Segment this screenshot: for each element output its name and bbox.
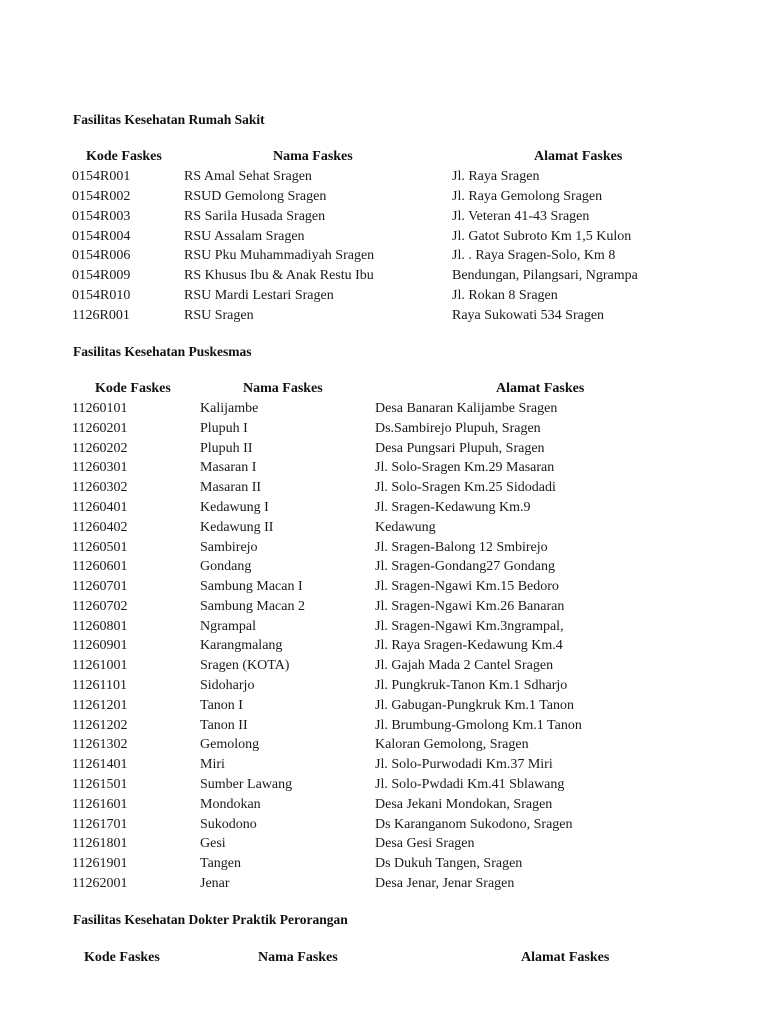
cell-alamat: Bendungan, Pilangsari, Ngrampa xyxy=(452,268,638,283)
cell-nama: Plupuh I xyxy=(200,421,248,436)
cell-nama: Masaran I xyxy=(200,460,257,475)
cell-kode: 11260401 xyxy=(72,500,128,515)
cell-alamat: Jl. Sragen-Ngawi Km.15 Bedoro xyxy=(375,579,559,594)
cell-kode: 11261501 xyxy=(72,777,128,792)
cell-nama: RS Khusus Ibu & Anak Restu Ibu xyxy=(184,268,374,283)
cell-alamat: Jl. Solo-Sragen Km.25 Sidodadi xyxy=(375,480,556,495)
cell-kode: 11261101 xyxy=(72,678,127,693)
cell-nama: Kalijambe xyxy=(200,401,259,416)
cell-alamat: Jl. Solo-Purwodadi Km.37 Miri xyxy=(375,757,553,772)
cell-nama: RSU Mardi Lestari Sragen xyxy=(184,288,334,303)
cell-kode: 11260101 xyxy=(72,401,128,416)
cell-alamat: Ds Karanganom Sukodono, Sragen xyxy=(375,817,573,832)
cell-kode: 0154R010 xyxy=(72,288,131,303)
cell-kode: 11260202 xyxy=(72,441,128,456)
cell-nama: Plupuh II xyxy=(200,441,253,456)
cell-kode: 11261701 xyxy=(72,817,128,832)
cell-nama: Masaran II xyxy=(200,480,262,495)
cell-nama: Tanon II xyxy=(200,718,248,733)
cell-alamat: Jl. Gajah Mada 2 Cantel Sragen xyxy=(375,658,554,673)
cell-nama: Kedawung II xyxy=(200,520,274,535)
cell-kode: 0154R009 xyxy=(72,268,131,283)
cell-nama: Tangen xyxy=(200,856,242,871)
cell-alamat: Jl. Raya Sragen-Kedawung Km.4 xyxy=(375,638,563,653)
cell-kode: 11260601 xyxy=(72,559,128,574)
cell-nama: Tanon I xyxy=(200,698,243,713)
cell-kode: 11261202 xyxy=(72,718,128,733)
cell-kode: 11261601 xyxy=(72,797,128,812)
section-title: Fasilitas Kesehatan Rumah Sakit xyxy=(73,112,265,127)
cell-alamat: Jl. Gatot Subroto Km 1,5 Kulon xyxy=(452,229,632,244)
cell-alamat: Jl. Solo-Sragen Km.29 Masaran xyxy=(375,460,555,475)
section-title: Fasilitas Kesehatan Puskesmas xyxy=(73,344,252,359)
cell-nama: Kedawung I xyxy=(200,500,269,515)
cell-alamat: Kaloran Gemolong, Sragen xyxy=(375,737,529,752)
cell-alamat: Desa Jenar, Jenar Sragen xyxy=(375,876,515,891)
cell-alamat: Jl. Veteran 41-43 Sragen xyxy=(452,209,590,224)
cell-alamat: Jl. Sragen-Ngawi Km.3ngrampal, xyxy=(375,619,564,634)
cell-nama: Sidoharjo xyxy=(200,678,255,693)
cell-nama: RSU Assalam Sragen xyxy=(184,229,305,244)
cell-alamat: Jl. Sragen-Gondang27 Gondang xyxy=(375,559,556,574)
cell-alamat: Desa Gesi Sragen xyxy=(375,836,475,851)
cell-kode: 11260402 xyxy=(72,520,128,535)
cell-kode: 0154R006 xyxy=(72,248,131,263)
cell-alamat: Kedawung xyxy=(375,520,436,535)
cell-alamat: Ds.Sambirejo Plupuh, Sragen xyxy=(375,421,541,436)
cell-nama: Sambung Macan I xyxy=(200,579,303,594)
column-header-alamat: Alamat Faskes xyxy=(534,149,623,164)
cell-alamat: Jl. Solo-Pwdadi Km.41 Sblawang xyxy=(375,777,565,792)
cell-kode: 11260501 xyxy=(72,540,128,555)
cell-kode: 11261302 xyxy=(72,737,128,752)
cell-nama: Sukodono xyxy=(200,817,257,832)
cell-kode: 11260201 xyxy=(72,421,128,436)
cell-kode: 11261401 xyxy=(72,757,128,772)
cell-kode: 0154R002 xyxy=(72,189,131,204)
cell-kode: 0154R001 xyxy=(72,169,131,184)
cell-kode: 11260901 xyxy=(72,638,128,653)
cell-alamat: Jl. Pungkruk-Tanon Km.1 Sdharjo xyxy=(375,678,568,693)
cell-alamat: Ds Dukuh Tangen, Sragen xyxy=(375,856,523,871)
column-header-alamat: Alamat Faskes xyxy=(521,950,610,965)
cell-nama: RSUD Gemolong Sragen xyxy=(184,189,327,204)
cell-alamat: Raya Sukowati 534 Sragen xyxy=(452,308,605,323)
cell-kode: 11260301 xyxy=(72,460,128,475)
cell-kode: 11261001 xyxy=(72,658,128,673)
column-header-nama: Nama Faskes xyxy=(243,381,323,396)
cell-nama: Gemolong xyxy=(200,737,260,752)
cell-nama: Sambirejo xyxy=(200,540,258,555)
cell-nama: Karangmalang xyxy=(200,638,283,653)
cell-kode: 0154R003 xyxy=(72,209,131,224)
cell-nama: RS Sarila Husada Sragen xyxy=(184,209,326,224)
cell-kode: 11261801 xyxy=(72,836,128,851)
cell-alamat: Desa Banaran Kalijambe Sragen xyxy=(375,401,558,416)
cell-nama: Ngrampal xyxy=(200,619,256,634)
column-header-nama: Nama Faskes xyxy=(273,149,353,164)
cell-nama: Jenar xyxy=(200,876,230,891)
cell-kode: 0154R004 xyxy=(72,229,131,244)
cell-alamat: Jl. Rokan 8 Sragen xyxy=(452,288,558,303)
cell-alamat: Jl. Brumbung-Gmolong Km.1 Tanon xyxy=(375,718,582,733)
cell-nama: Miri xyxy=(200,757,225,772)
cell-alamat: Jl. Sragen-Kedawung Km.9 xyxy=(375,500,531,515)
cell-nama: RSU Sragen xyxy=(184,308,254,323)
cell-alamat: Jl. Sragen-Ngawi Km.26 Banaran xyxy=(375,599,565,614)
cell-kode: 11260302 xyxy=(72,480,128,495)
column-header-kode: Kode Faskes xyxy=(86,149,162,164)
cell-alamat: Desa Jekani Mondokan, Sragen xyxy=(375,797,553,812)
cell-nama: RS Amal Sehat Sragen xyxy=(184,169,312,184)
cell-alamat: Jl. Raya Gemolong Sragen xyxy=(452,189,603,204)
cell-kode: 11261201 xyxy=(72,698,128,713)
cell-nama: RSU Pku Muhammadiyah Sragen xyxy=(184,248,375,263)
cell-nama: Sumber Lawang xyxy=(200,777,293,792)
cell-alamat: Jl. Sragen-Balong 12 Smbirejo xyxy=(375,540,548,555)
cell-kode: 1126R001 xyxy=(72,308,130,323)
cell-alamat: Jl. Gabugan-Pungkruk Km.1 Tanon xyxy=(375,698,575,713)
cell-alamat: Desa Pungsari Plupuh, Sragen xyxy=(375,441,545,456)
column-header-kode: Kode Faskes xyxy=(95,381,171,396)
cell-alamat: Jl. Raya Sragen xyxy=(452,169,540,184)
cell-nama: Sragen (KOTA) xyxy=(200,658,290,673)
cell-kode: 11262001 xyxy=(72,876,128,891)
cell-kode: 11261901 xyxy=(72,856,128,871)
cell-nama: Mondokan xyxy=(200,797,261,812)
cell-kode: 11260701 xyxy=(72,579,128,594)
cell-alamat: Jl. . Raya Sragen-Solo, Km 8 xyxy=(452,248,616,263)
cell-nama: Gondang xyxy=(200,559,252,574)
cell-kode: 11260801 xyxy=(72,619,128,634)
column-header-alamat: Alamat Faskes xyxy=(496,381,585,396)
cell-nama: Gesi xyxy=(200,836,226,851)
column-header-kode: Kode Faskes xyxy=(84,950,160,965)
section-title: Fasilitas Kesehatan Dokter Praktik Perorangan xyxy=(73,912,348,927)
cell-nama: Sambung Macan 2 xyxy=(200,599,305,614)
cell-kode: 11260702 xyxy=(72,599,128,614)
column-header-nama: Nama Faskes xyxy=(258,950,338,965)
